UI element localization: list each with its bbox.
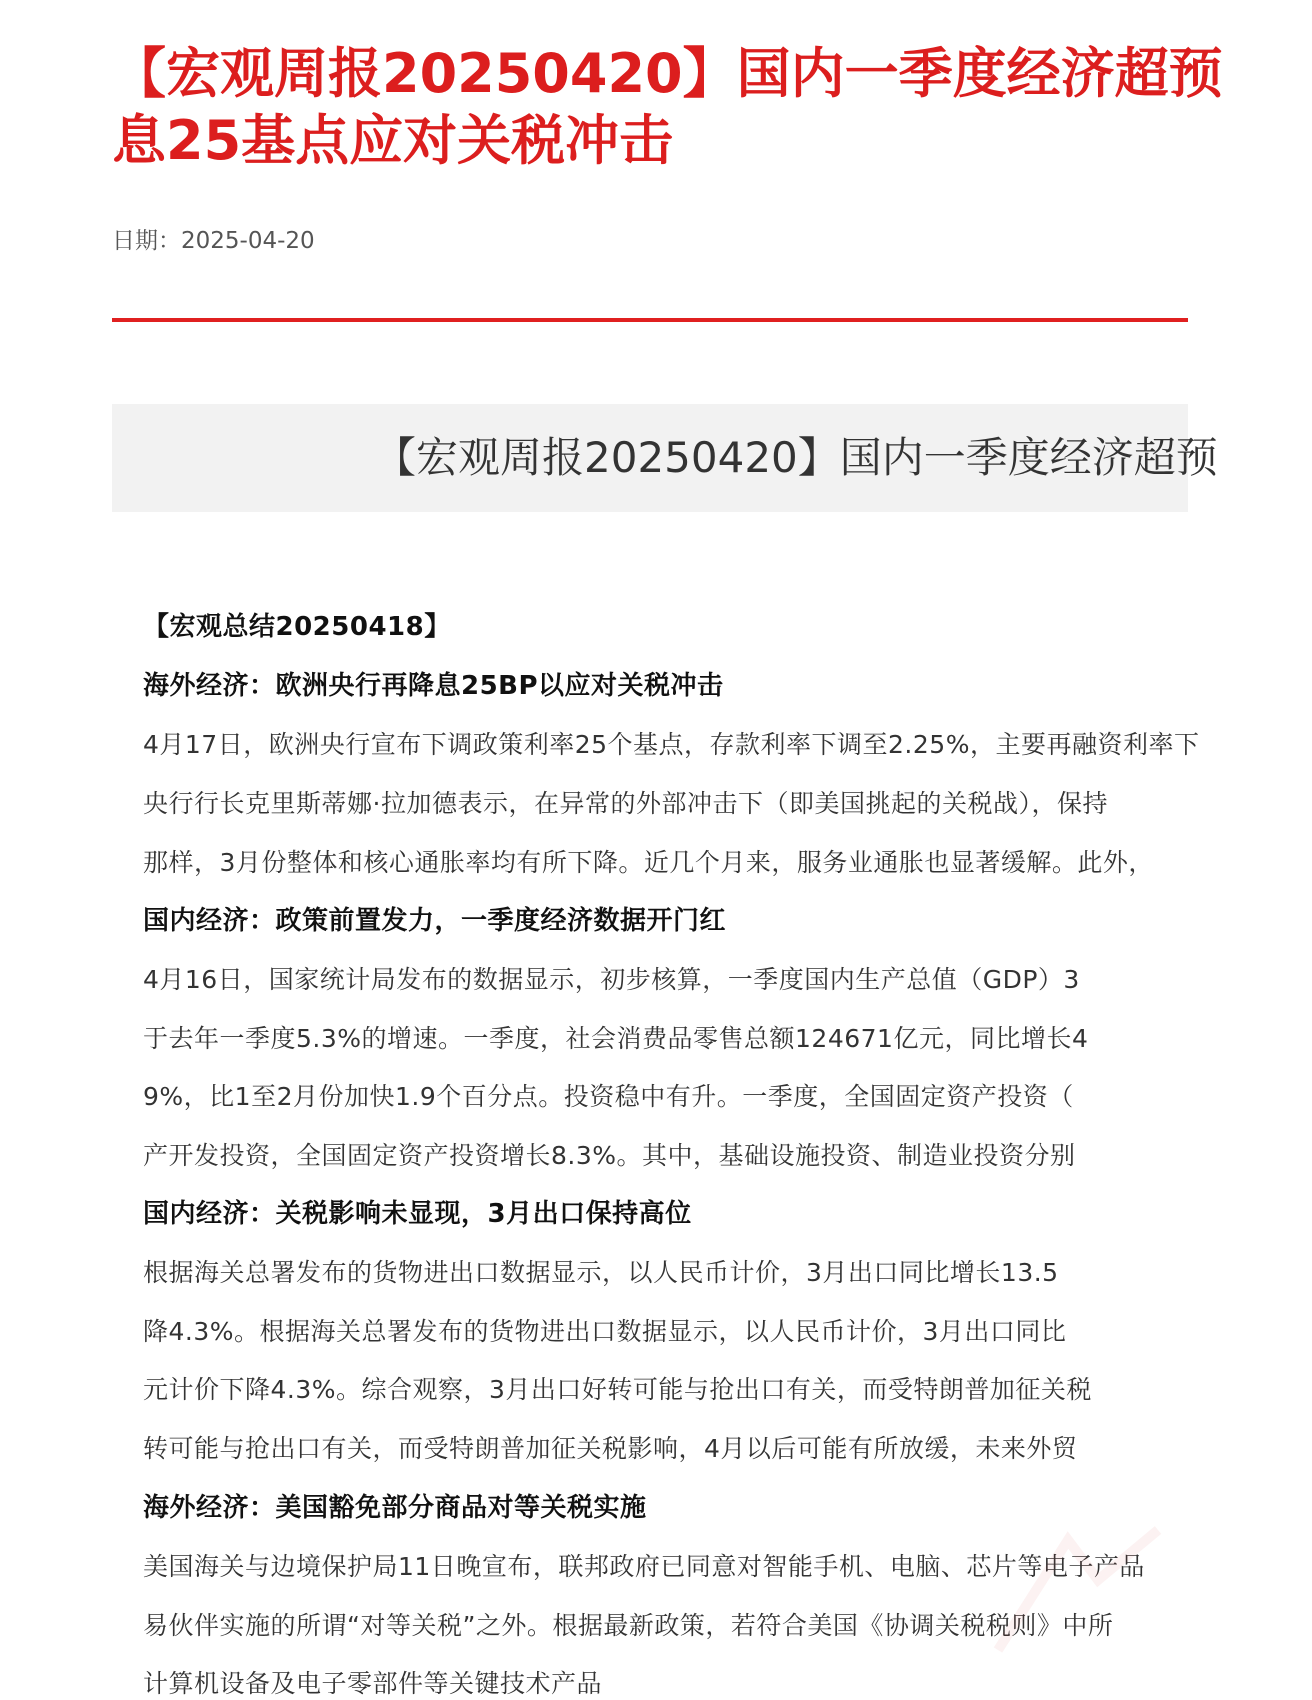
paragraph-line: 那样，3月份整体和核心通胀率均有所下降。近几个月来，服务业通胀也显著缓解。此外，: [143, 848, 1154, 877]
section-heading: 国内经济：关税影响未显现，3月出口保持高位: [143, 1199, 692, 1229]
paragraph-line: 美国海关与边境保护局11日晚宣布，联邦政府已同意对智能手机、电脑、芯片等电子产品: [143, 1552, 1145, 1581]
article-title: [112, 40, 1312, 174]
watermark-graphic: [978, 1520, 1178, 1660]
paragraph-line: 央行行长克里斯蒂娜·拉加德表示，在异常的外部冲击下（即美国挑起的关税战），保持: [143, 789, 1108, 818]
article-title-line-1: 【宏观周报20250420】国内一季度经济超预: [112, 42, 1223, 105]
article-title-line-2: 息25基点应对关税冲击: [112, 109, 674, 172]
title-divider: [112, 318, 1188, 322]
paragraph-line: 9%，比1至2月份加快1.9个百分点。投资稳中有升。一季度，全国固定资产投资（: [143, 1082, 1074, 1111]
section-heading: 海外经济：欧洲央行再降息25BP以应对关税冲击: [143, 671, 724, 701]
paragraph-line: 转可能与抢出口有关，而受特朗普加征关税影响，4月以后可能有所放缓，未来外贸: [143, 1434, 1078, 1463]
paragraph-line: 元计价下降4.3%。综合观察，3月出口好转可能与抢出口有关，而受特朗普加征关税: [143, 1375, 1092, 1404]
paragraph-line: 于去年一季度5.3%的增速。一季度，社会消费品零售总额124671亿元，同比增长4: [143, 1024, 1089, 1053]
summary-heading: 【宏观总结20250418】: [143, 612, 451, 642]
paragraph-line: 计算机设备及电子零部件等关键技术产品: [143, 1669, 603, 1698]
publish-date: 日期：2025-04-20: [112, 228, 315, 254]
section-heading: 国内经济：政策前置发力，一季度经济数据开门红: [143, 906, 727, 936]
paragraph-line: 4月16日，国家统计局发布的数据显示，初步核算，一季度国内生产总值（GDP）3: [143, 965, 1080, 994]
paragraph-line: 根据海关总署发布的货物进出口数据显示，以人民币计价，3月出口同比增长13.5: [143, 1258, 1059, 1287]
paragraph-line: 4月17日，欧洲央行宣布下调政策利率25个基点，存款利率下调至2.25%，主要再融资利率下: [143, 730, 1200, 759]
section-heading: 海外经济：美国豁免部分商品对等关税实施: [143, 1493, 647, 1523]
content-banner: [112, 404, 1218, 512]
paragraph-line: 产开发投资，全国固定资产投资增长8.3%。其中，基础设施投资、制造业投资分别: [143, 1141, 1076, 1170]
paragraph-line: 易伙伴实施的所谓“对等关税”之外。根据最新政策，若符合美国《协调关税税则》中所: [143, 1611, 1114, 1640]
paragraph-line: 降4.3%。根据海关总署发布的货物进出口数据显示，以人民币计价，3月出口同比: [143, 1317, 1067, 1346]
banner-title: 【宏观周报20250420】国内一季度经济超预: [374, 433, 1218, 482]
